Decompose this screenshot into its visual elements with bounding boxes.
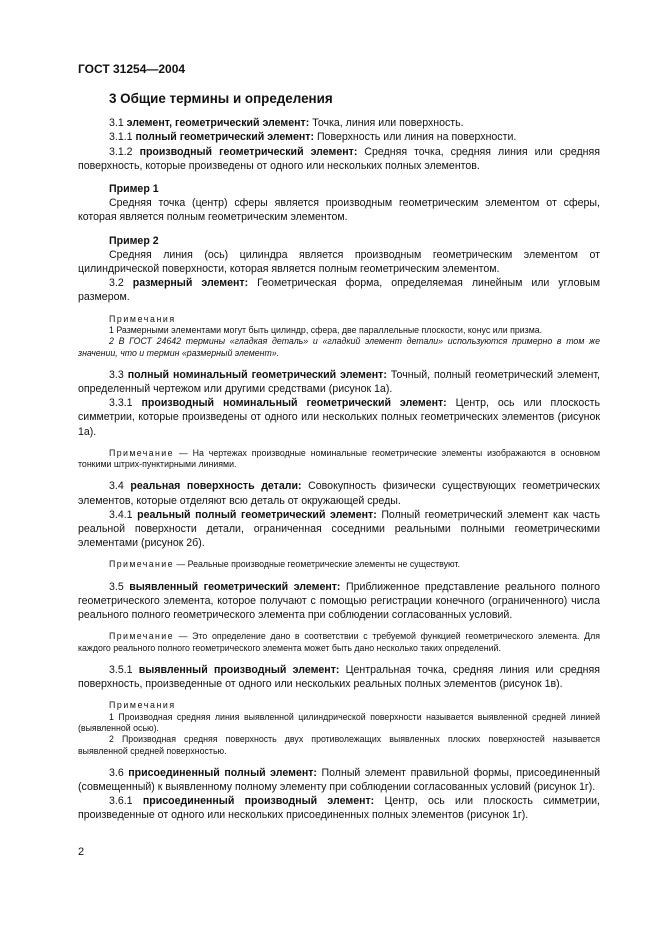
term: производный номинальный геометрический элемент: <box>141 397 447 410</box>
term: выявленный геометрический элемент: <box>129 580 341 593</box>
example-2-title: Пример 2 <box>109 234 159 247</box>
paragraph-3-1: 3.1 элемент, геометрический элемент: Точка, линия или поверхность. <box>109 117 464 130</box>
notes-3-5-1 <box>78 700 600 756</box>
note-item: 2 Производная средняя поверхность двух противолежащих выявленных плоских поверхностей называется выявленной средней поверхностью. <box>78 734 600 756</box>
notes-label: Примечания <box>109 313 176 324</box>
example-2-text: Средняя линия (ось) цилиндра является производным геометрическим элементом от цилиндрической поверхности, которая является полным геометрическим элементом. <box>78 248 600 276</box>
term: элемент, геометрический элемент: <box>126 117 310 130</box>
document-header: ГОСТ 31254—2004 <box>78 62 186 76</box>
paragraph-3-4: 3.4 реальная поверхность детали: Совокупность физически существующих геометрических элементов, которые отделяют всю деталь от окружающей среды. <box>78 480 601 507</box>
term: полный номинальный геометрический элемент: <box>127 368 387 381</box>
paragraph-3-3-1: 3.3.1 производный номинальный геометрический элемент: Центр, ось или плоскость симметрии, которые произведены от одного или нескольких полных геометрических элементов (рисунок 1а). <box>78 397 600 438</box>
paragraph-3-5-1: 3.5.1 выявленный производный элемент: Центральная точка, средняя линия или средняя поверхность, произведенные от одного или нескольких реальных полных элементов (рисунок 1в). <box>78 663 601 691</box>
example-1-text: Средняя точка (центр) сферы является производным геометрическим элементом от сферы, которая является полным геометрическим элементом. <box>78 197 600 224</box>
term: размерный элемент: <box>132 277 249 290</box>
term: реальная поверхность детали: <box>130 480 302 493</box>
paragraph-3-4-1: 3.4.1 реальный полный геометрический элемент: Полный геометрический элемент как часть реальной поверхности детали, ограниченная соседними реальными полными геометрическими элементами (рисунок 2б). <box>78 508 600 550</box>
term: полный геометрический элемент: <box>135 131 314 144</box>
note-item: 1 Производная средняя линия выявленной цилиндрической поверхности называется выявленной средней линией (выявленной осью). <box>78 711 600 733</box>
page-number: 2 <box>78 846 85 858</box>
note-item: 1 Размерными элементами могут быть цилиндр, сфера, две параллельные плоскости, конус или призма. <box>109 324 543 335</box>
paragraph-3-6-1: 3.6.1 присоединенный производный элемент: Центр, ось или плоскость симметрии, произведенные от одного или нескольких присоединенных полных элементов (рисунок 1г). <box>78 795 600 822</box>
note-3-3: Примечание — На чертежах производные номинальные геометрические элементы изображаются в основном тонкими штрих-пунктирными линиями. <box>78 447 600 470</box>
paragraph-3-6: 3.6 присоединенный полный элемент: Полный элемент правильной формы, присоединенный (совмещенный) к выявленному полному элементу при соблюдении согласованных условий (рисунок 1г). <box>78 766 601 794</box>
term: присоединенный производный элемент: <box>142 795 375 808</box>
example-1-title: Пример 1 <box>109 183 159 196</box>
term: выявленный производный элемент: <box>138 663 340 676</box>
note-3-4: Примечание — Реальные производные геометрические элементы не существуют. <box>109 559 460 570</box>
paragraph-3-1-2: 3.1.2 производный геометрический элемент: Средняя точка, средняя линия или средняя поверхность, которые произведены от одного или нескольких полных элементов. <box>78 145 600 172</box>
paragraph-3-1-1: 3.1.1 полный геометрический элемент: Поверхность или линия на поверхности. <box>109 131 517 144</box>
section-title: 3 Общие термины и определения <box>109 91 333 106</box>
document-body <box>78 92 600 823</box>
paragraph-3-3: 3.3 полный номинальный геометрический элемент: Точный, полный геометрический элемент, определенный чертежом или другими средствами (рисунок 1а). <box>78 368 600 396</box>
paragraph-3-5: 3.5 выявленный геометрический элемент: Приближенное представление реального полного геометрического элемента, которое получают с помощью регистрации конечного (ограниченного) числа реального полного геометрического элемента при соблюдении согласованных условий. <box>78 580 601 622</box>
term: реальный полный геометрический элемент: <box>137 508 377 521</box>
term: производный геометрический элемент: <box>139 145 358 158</box>
notes-3-2 <box>78 314 600 359</box>
paragraph-3-2: 3.2 размерный элемент: Геометрическая форма, определяемая линейным или угловым размером. <box>78 277 600 304</box>
term: присоединенный полный элемент: <box>128 766 317 779</box>
note-item: 2 В ГОСТ 24642 термины «гладкая деталь» и «гладкий элемент детали» используются примерно в том же значении, что и термин «размерный элемент». <box>78 336 600 358</box>
note-3-5: Примечание — Это определение дано в соответствии с требуемой функцией геометрического элемента. Для каждого реального полного геометрического элемента может быть дано несколько таких определений. <box>78 631 600 653</box>
notes-label: Примечания <box>109 700 176 711</box>
